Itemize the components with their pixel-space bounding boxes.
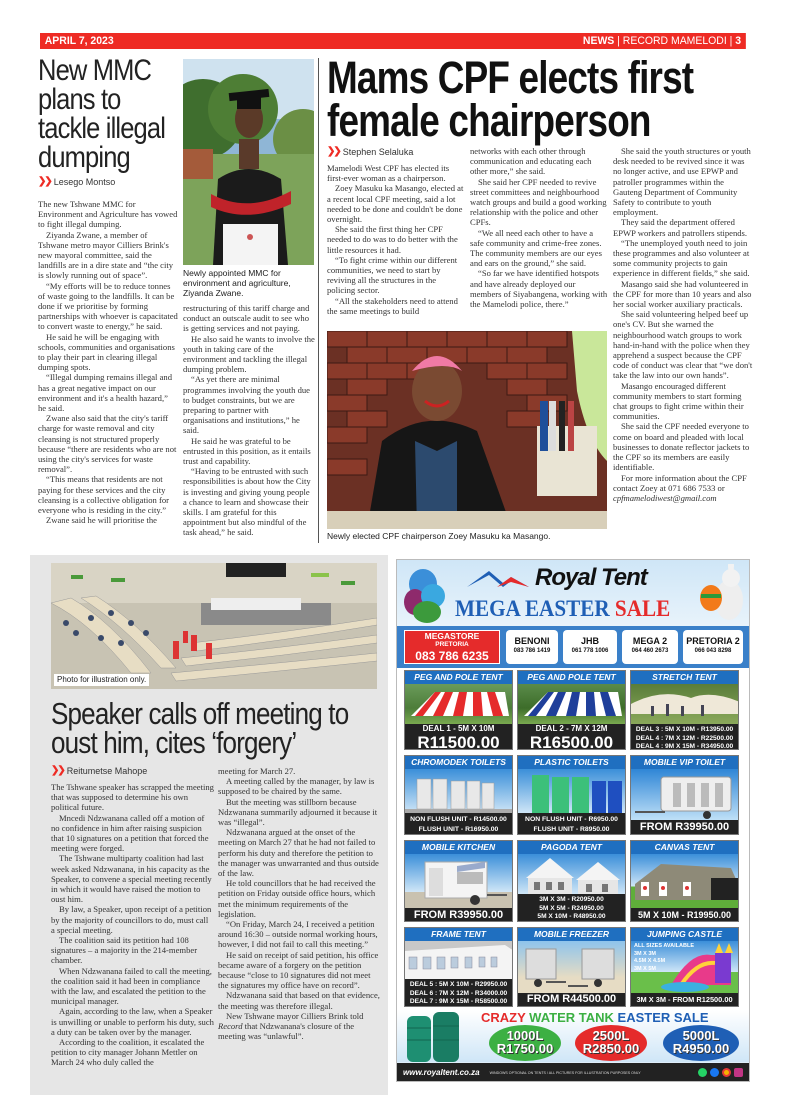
brand-name: Royal Tent: [535, 564, 647, 591]
pagoda-tent-image: [518, 854, 625, 894]
article-speaker-byline: [51, 765, 147, 776]
store-strip: [397, 626, 749, 668]
tank-size: 2500L: [592, 1028, 630, 1043]
article-cpf-column-3: [613, 146, 753, 503]
price-line: 5M X 5M - R24950.00: [539, 904, 604, 912]
ad-footer: [397, 1063, 749, 1082]
product-price-lines: [405, 813, 512, 835]
product-title: MOBILE KITCHEN: [405, 841, 512, 854]
author-name: Reitumetse Mahope: [66, 765, 148, 776]
headline-line: plans to: [38, 83, 121, 116]
page-number: 3: [735, 35, 742, 47]
product-price: R16500.00: [529, 733, 614, 750]
paragraph: The Tshwane multiparty coalition had last week asked Ndzwanana, in his capacity as the Speaker, to convene a special meeting recently in which it would have raised the motion to oust him.: [51, 853, 212, 905]
paragraph: “Having to be entrusted with such responsibilities is about how the City is investing and giving young people a chance to learn and showcase their skills. I am grateful for this appointment but also mindful of the task ahead,” he said.: [183, 466, 311, 538]
article-speaker-column-2: [218, 766, 381, 1041]
paragraph: “We all need each other to have a safe community and crime-free zones. The community members are our eyes and ears on the ground,” she said.: [470, 227, 602, 269]
paragraph: “On Friday, March 24, I received a petition around 16:30 – outside normal working hours, however, I did not fail to call this meeting.”: [218, 919, 378, 950]
paragraph: But the meeting was stillborn because Ndzwanana summarily adjourned it because it was “illegal”.: [218, 796, 378, 828]
tank-1000l-badge: [489, 1025, 561, 1061]
product-tile-plastic-toilets: [517, 755, 626, 835]
store-phone: 083 786 1419: [513, 648, 551, 654]
store-name: JHB: [580, 636, 599, 646]
store-name: MEGA 2: [632, 636, 668, 646]
paragraph: She said her CPF needed to revive street committees and neighbourhood watch groups and build a good working relationship with the police and other CPFs.: [470, 176, 607, 228]
mobile-freezer-image: [518, 941, 625, 993]
product-price: R11500.00: [417, 733, 500, 750]
text: that Ndzwanana's closure of the meeting was “unlawful”.: [218, 1021, 355, 1042]
store-benoni: [506, 630, 558, 664]
cpf-photo-caption: Newly elected CPF chairperson Zoey Masuku ka Masango.: [327, 531, 551, 541]
paragraph: meeting for March 27.: [218, 766, 296, 776]
headline-line: female chairperson: [327, 95, 651, 146]
product-title: CHROMODEK TOILETS: [405, 756, 512, 769]
publication-name: RECORD MAMELODI: [622, 35, 727, 47]
store-phone: 064 460 2673: [631, 648, 669, 654]
article-cpf-byline: [327, 146, 413, 157]
product-title: PEG AND POLE TENT: [518, 671, 625, 684]
product-title: JUMPING CASTLE: [631, 928, 738, 941]
product-price-lines: [518, 813, 625, 835]
article-cpf-column-1: [327, 163, 465, 316]
article-cpf-column-2: [470, 146, 608, 309]
author-name: Stephen Selaluka: [342, 146, 414, 157]
product-deal: DEAL 1 - 5M X 10M: [422, 724, 495, 733]
paragraph: For more information about the CPF contact Zoey at 071 686 7533 or: [613, 472, 747, 493]
product-title: PAGODA TENT: [518, 841, 625, 854]
megastore-pretoria: [404, 630, 500, 664]
paragraph: “Illegal dumping remains illegal and has a great negative impact on our environment and it's a health hazard,” he said.: [38, 372, 173, 414]
ad-disclaimer: WINDOWS OPTIONAL ON TENTS / ALL PICTURES FOR ILLUSTRATION PURPOSES ONLY: [489, 1070, 641, 1075]
plastic-toilets-image: [518, 769, 625, 813]
paragraph: “So far we have identified hotspots and have already deployed our members of Siyabangena, working with the Mamelodi police, there.”: [470, 268, 608, 310]
paragraph: Masango encouraged different community members to start forming chat groups to fight crime within their communities.: [613, 380, 744, 422]
store-jhb: [563, 630, 617, 664]
product-title: PLASTIC TOILETS: [518, 756, 625, 769]
paragraph: The Tshwane speaker has scrapped the meeting that was supposed to determine his own political future.: [51, 782, 214, 813]
store-phone: 066 043 8298: [694, 648, 732, 654]
price-line: NON FLUSH UNIT - R14500.00: [410, 816, 507, 823]
store-name: PRETORIA 2: [686, 636, 740, 646]
paragraph: She said the first thing her CPF needed to do was to do better with the little resources it had.: [327, 224, 458, 255]
product-price: FROM R39950.00: [413, 909, 504, 921]
store-mega-2: [622, 630, 678, 664]
paragraph: networks with each other through communication and educating each other more,” she said.: [470, 146, 592, 177]
product-title: PEG AND POLE TENT: [405, 671, 512, 684]
paragraph: “All the stakeholders need to attend the same meetings to build: [327, 295, 458, 316]
author-name: Lesego Montso: [53, 176, 116, 187]
paragraph: She said the youth structures or youth desk needed to be revived since it was no longer active, and use EPWP and patroller programmes within the Gauteng Department of Community Safety to contribute to youth employment.: [613, 146, 751, 218]
tank-price: R1750.00: [496, 1041, 554, 1056]
headline-line: dumping: [38, 141, 130, 174]
product-tile-peg-pole-blue: [517, 670, 626, 750]
royal-tent-logo: [467, 564, 647, 592]
headline-line: Mams CPF elects first: [327, 52, 694, 103]
paragraph: She said the CPF needed everyone to come on board and pleaded with local businesses to donate reflector jackets to the CPF so its members are easily identifiable.: [613, 421, 750, 473]
store-pretoria-2: [683, 630, 743, 664]
product-price: FROM R44500.00: [526, 993, 617, 1005]
contact-email[interactable]: cpfmamelodiwest@gmail.com: [613, 492, 717, 503]
column-divider: [318, 58, 319, 543]
water-tank-icon: [403, 1010, 463, 1067]
product-tile-mobile-kitchen: [404, 840, 513, 922]
tank-size: 1000L: [506, 1028, 544, 1043]
paragraph: He told councillors that he had received the petition on Friday outside office hours, which met the minimum requirements of the legislation.: [218, 878, 376, 919]
sale-title-blue: MEGA EASTER: [455, 596, 610, 621]
paragraph: Mncedi Ndzwanana called off a motion of no confidence in him after raising suspicion that 10 signatures on a petition that forced the meeting were forged.: [51, 812, 209, 854]
product-title: STRETCH TENT: [631, 671, 738, 684]
tank-size: 5000L: [682, 1028, 720, 1043]
sale-title: [455, 596, 670, 622]
price-line: FLUSH UNIT - R8950.00: [533, 826, 610, 833]
stretch-tent-image: [631, 684, 738, 724]
red-tent-image: [405, 684, 512, 724]
headline-line: oust him, cites ‘forgery’: [51, 725, 297, 760]
royal-tent-advert: [396, 559, 750, 1082]
article-mmc-column-2: [183, 303, 315, 538]
product-tile-pagoda-tent: [517, 840, 626, 922]
paragraph: The new Tshwane MMC for Environment and Agriculture has vowed to fight illegal dumping.: [38, 199, 178, 230]
paragraph: “To fight crime within our different communities, we need to start by reviving all the structures in the policing sector.: [327, 254, 458, 296]
product-price-lines: [518, 894, 625, 922]
price-line: 3M X 3M - R20950.00: [539, 896, 604, 903]
product-title: FRAME TENT: [405, 928, 512, 941]
product-tile-stretch-tent: [630, 670, 739, 750]
tank-5000l-badge: [663, 1025, 739, 1061]
product-price-lines: [405, 979, 512, 1007]
paragraph: The coalition said its petition had 108 signatures – a majority in the 214-member chamber.: [51, 935, 198, 966]
product-price: FROM R39950.00: [639, 821, 730, 833]
headline-line: tackle illegal: [38, 112, 166, 145]
product-tile-canvas-tent: [630, 840, 739, 922]
product-tile-mobile-vip-toilet: [630, 755, 739, 835]
jumping-castle-sizes: [634, 943, 694, 973]
tank-price: R2850.00: [582, 1041, 640, 1056]
product-tile-peg-pole-red: [404, 670, 513, 750]
price-line: DEAL 7 : 9M X 15M - R58500.00: [409, 998, 508, 1005]
price-line: DEAL 4 : 7M X 12M - R22500.00: [635, 734, 734, 742]
megastore-label: MEGASTORE: [424, 631, 480, 641]
paragraph: He said he will be engaging with schools, communities and organisations to play their part in clearing illegal dumping spots.: [38, 331, 175, 373]
paragraph: “As yet there are minimal programmes involving the youth due to budget constraints, but we are preparing to partner with organisations and institutions,” he said.: [183, 374, 310, 436]
water-tank-sale: [397, 1010, 749, 1062]
paragraph: “The unemployed youth need to join these programmes and also volunteer at some community projects to gain experience in different fields,” she said.: [613, 237, 750, 279]
blue-tent-image: [518, 684, 625, 724]
paragraph: Ziyanda Zwane, a member of Tshwane metro mayor Cilliers Brink's new mayoral committee, said the landfills are in a dire state and “the city is slowly running out of space”.: [38, 229, 174, 281]
product-price-lines: [631, 724, 738, 750]
size-line: 3M X 5M: [634, 965, 657, 972]
publication-ref: Record: [218, 1021, 243, 1032]
size-line: 4.5M X 4.5M: [634, 958, 666, 964]
paragraph: restructuring of this tariff charge and conduct an outscale audit to see who is getting services and not paying.: [183, 303, 310, 334]
product-price: 5M X 10M - R19950.00: [637, 910, 732, 920]
paragraph: [218, 1011, 381, 1042]
paragraph: Ndzwanana said that based on that evidence, the meeting was therefore illegal.: [218, 990, 380, 1011]
product-tile-chromodek-toilets: [404, 755, 513, 835]
tent-logo-icon: [467, 567, 529, 589]
product-title: MOBILE VIP TOILET: [631, 756, 738, 769]
paragraph: “My efforts will be to reduce tonnes of waste going to the landfills. It can be done if we prioritise by forming partnerships with whoever is capacitated to convert waste to energy,” he said.: [38, 280, 178, 332]
mmc-photo-caption: Newly appointed MMC for environment and agriculture, Ziyanda Zwane.: [183, 268, 291, 298]
easter-eggs-icon: [403, 568, 451, 629]
paragraph: According to the coalition, it escalated the petition to city manager Johann Mettler on March 24 who duly called the: [51, 1037, 205, 1068]
price-line: DEAL 3 : 5M X 10M - R13950.00: [635, 726, 734, 733]
frame-tent-image: [405, 941, 512, 979]
chromodek-toilets-image: [405, 769, 512, 813]
article-mmc-byline: [38, 176, 115, 187]
paragraph: He said on receipt of said petition, his office became aware of a forgery on the petition because “close to 10 signatures did not meet the signatures my office have on record”.: [218, 949, 379, 991]
price-line: FLUSH UNIT - R16950.00: [418, 826, 499, 833]
paragraph: A meeting called by the manager, by law is supposed to be chaired by the same.: [218, 776, 375, 797]
article-speaker-column-1: [51, 782, 214, 1068]
paragraph: Zwane said he will prioritise the: [46, 515, 157, 526]
mmc-photo: [183, 59, 314, 265]
paragraph: Again, according to the law, when a Speaker is unwilling or unable to perform his duty, such a duty can be taken over by the manager.: [51, 1006, 214, 1037]
tank-price: R4950.00: [672, 1041, 730, 1056]
ad-banner: [397, 560, 749, 626]
paragraph: Masango said she had volunteered in the CPF for more than 10 years and also her social worker auxiliary practicals.: [613, 278, 752, 310]
price-line: NON FLUSH UNIT - R6950.00: [525, 816, 618, 823]
price-line: DEAL 5 : 5M X 10M - R29950.00: [409, 981, 508, 988]
paragraph: “This means that residents are not paying for these services and the city cleansing is a collective obligation for everyone who is residing in the city.”: [38, 474, 170, 516]
byline-arrow-icon: ❯❯: [38, 176, 51, 187]
paragraph: When Ndzwanana failed to call the meeting, the coalition said it had been in compliance with the law, and escalated the petition to the municipal manager.: [51, 965, 212, 1007]
product-tile-jumping-castle: [630, 927, 739, 1007]
paragraph: Zoey Masuku ka Masango, elected at a recent local CPF meeting, said a lot needed to be done and couldn't be done overnight.: [327, 183, 464, 225]
cpf-chairperson-photo: [327, 331, 607, 529]
easter-bunny-icon: [697, 564, 747, 629]
google-icon[interactable]: [722, 1068, 731, 1077]
price-line: 5M X 10M - R48950.00: [537, 913, 606, 920]
tank-sale-word: EASTER SALE: [617, 1010, 709, 1025]
store-name: BENONI: [514, 636, 550, 646]
tank-2500l-badge: [575, 1025, 647, 1061]
sale-title-red: SALE: [614, 596, 671, 621]
price-line: DEAL 4 : 9M X 15M - R34950.00: [635, 743, 734, 750]
social-icons: [698, 1068, 743, 1077]
issue-date: APRIL 7, 2023: [44, 35, 114, 47]
paragraph: Ndzwanana argued at the onset of the meeting on March 27 that he had not failed to perform his duty and therefore the petition to the manager was unwarranted and thus outside of the law.: [218, 827, 379, 879]
council-chamber-photo: [51, 563, 377, 689]
speaker-photo-caption: Photo for illustration only.: [54, 674, 149, 686]
paragraph: Mamelodi West CPF has elected its first-ever woman as a chairperson.: [327, 163, 450, 184]
megastore-location: PRETORIA: [435, 641, 469, 648]
article-cpf-headline: [327, 52, 694, 146]
product-deal: DEAL 2 - 7M X 12M: [535, 724, 608, 733]
vip-toilet-trailer-image: [631, 769, 738, 820]
product-title: CANVAS TENT: [631, 841, 738, 854]
size-line: 3M X 3M: [634, 950, 657, 957]
mobile-kitchen-image: [405, 854, 512, 908]
instagram-icon[interactable]: [734, 1068, 743, 1077]
section-label: NEWS | RECORD MAMELODI | 3: [582, 35, 742, 47]
paragraph: He said he was grateful to be entrusted in this position, as it entails trust and capability.: [183, 435, 311, 467]
tank-sale-word: CRAZY: [481, 1010, 526, 1025]
facebook-icon[interactable]: [710, 1068, 719, 1077]
tank-sale-title: [481, 1010, 709, 1025]
product-title: MOBILE FREEZER: [518, 928, 625, 941]
product-tile-frame-tent: [404, 927, 513, 1007]
tank-sale-word: WATER TANK: [529, 1010, 614, 1025]
product-price: 3M X 3M - FROM R12500.00: [636, 995, 733, 1004]
paragraph: They said the department offered EPWP workers and patrollers stipends.: [613, 217, 748, 238]
paragraph: Zwane also said that the city's tariff charge for waste removal and city cleansing is not structured properly because “there are residents who are not using the city's services for waste removal”.: [38, 413, 177, 475]
article-speaker-headline: [51, 696, 370, 760]
headline-line: New MMC: [38, 54, 152, 87]
paragraph: By law, a Speaker, upon receipt of a petition by the majority of councillors to do, must call a special meeting.: [51, 904, 212, 935]
article-mmc-column-1: [38, 199, 178, 526]
website-link[interactable]: www.royaltent.co.za: [403, 1068, 480, 1077]
product-tile-mobile-freezer: [517, 927, 626, 1007]
byline-arrow-icon: ❯❯: [51, 765, 64, 776]
paragraph: He also said he wants to involve the youth in taking care of the environment and tackling the illegal dumping problem.: [183, 333, 315, 375]
section-name: NEWS: [582, 35, 615, 47]
jumping-castle-image: [631, 941, 738, 993]
megastore-phone: 083 786 6235: [415, 649, 489, 663]
canvas-tent-image: [631, 854, 738, 908]
paragraph: She said volunteering helped beef up one's CV. But she warned the neighbourhood watch groups to work hand-in-hand with the police when they apprehend a suspect because the CPF code of conduct was clear that “we don't take the law into our own hands”.: [613, 309, 753, 381]
headline-line: Speaker calls off meeting to: [51, 696, 349, 731]
whatsapp-icon[interactable]: [698, 1068, 707, 1077]
store-phone: 061 778 1006: [571, 648, 609, 654]
size-line: ALL SIZES AVAILABLE: [634, 943, 694, 949]
page-header-bar: [40, 33, 746, 49]
price-line: DEAL 6 : 7M X 12M - R34000.00: [409, 989, 508, 997]
byline-arrow-icon: ❯❯: [327, 146, 340, 157]
text: New Tshwane mayor Cilliers Brink told: [226, 1010, 364, 1021]
